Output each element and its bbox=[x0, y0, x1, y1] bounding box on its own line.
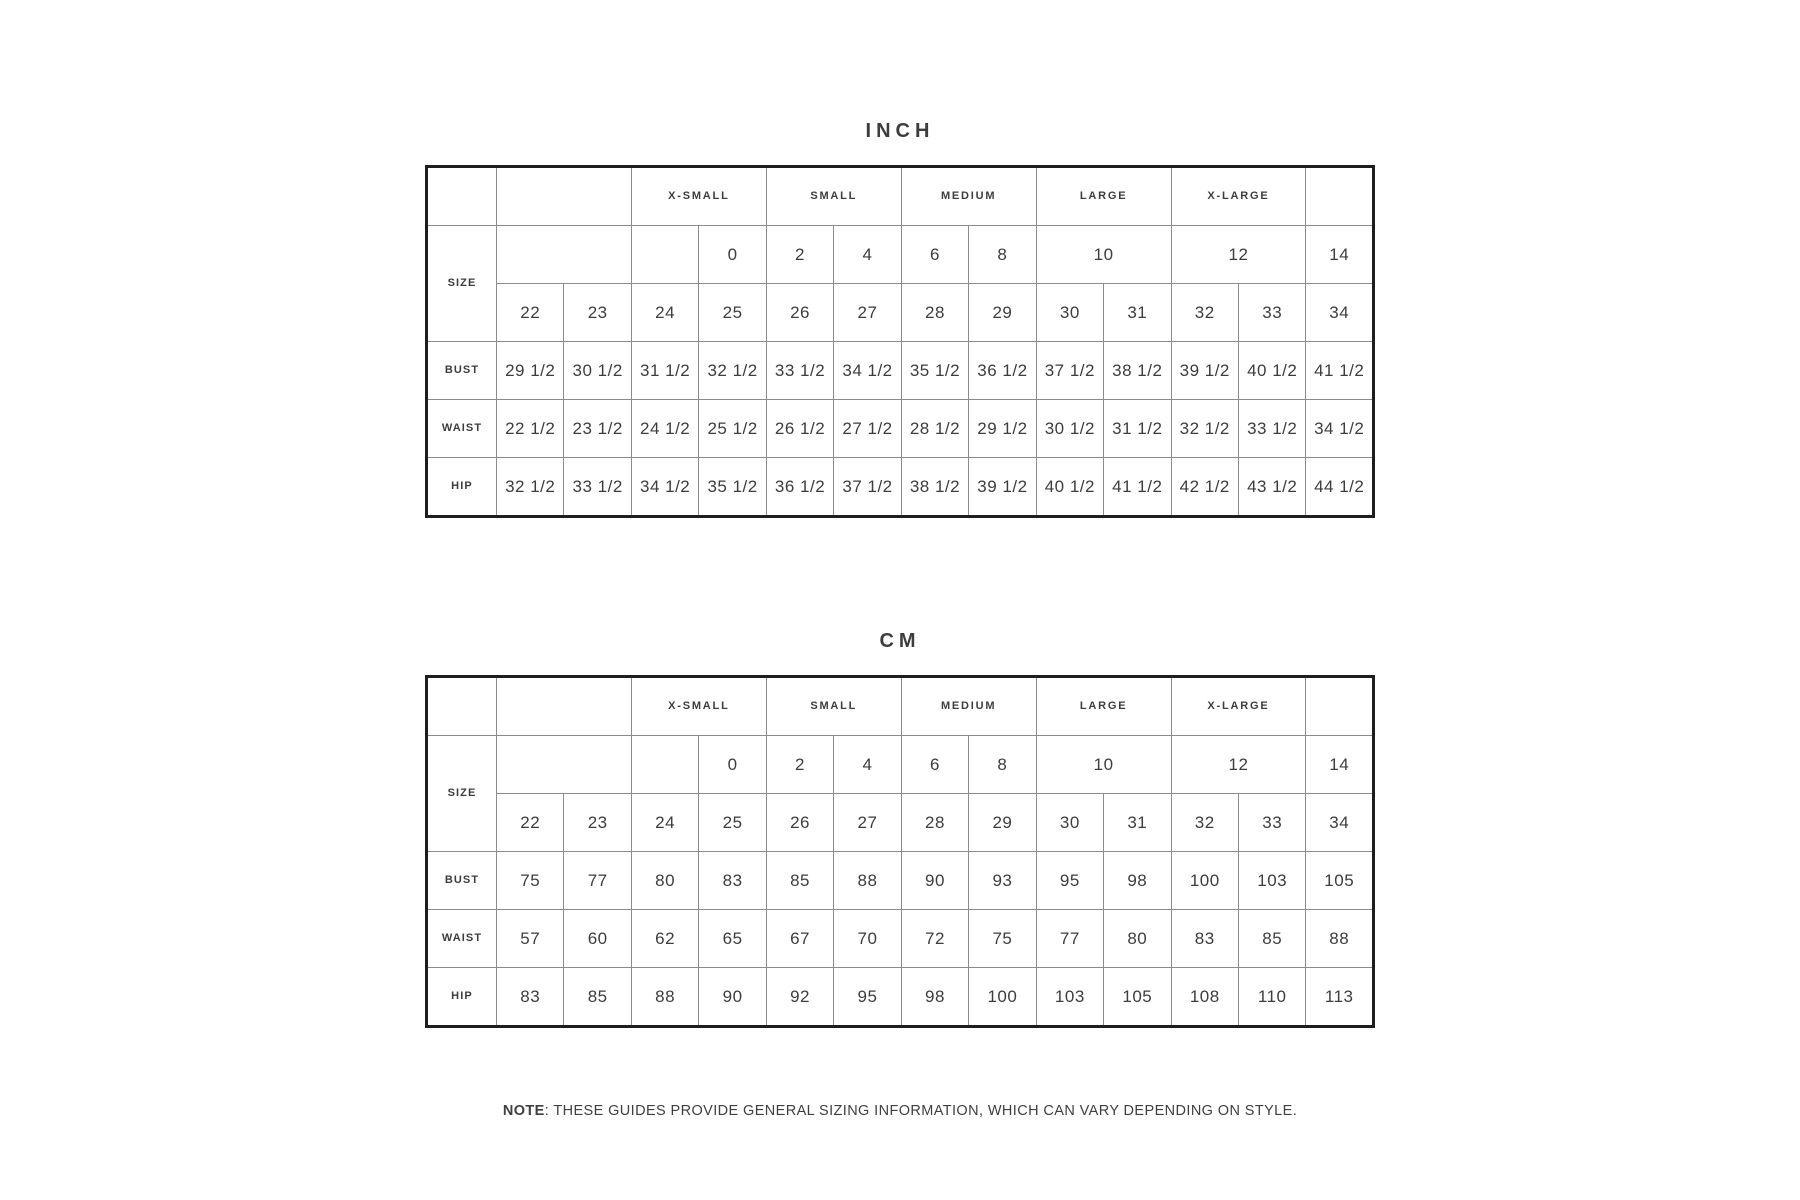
cm-bust-value-cell: 80 bbox=[631, 852, 698, 910]
cm-size-number-cell: 6 bbox=[901, 736, 968, 794]
inch-waist-value-cell: 33 1/2 bbox=[1238, 400, 1305, 458]
cm-waist-value-cell: 88 bbox=[1306, 910, 1374, 968]
cm-hip-value-cell: 100 bbox=[969, 968, 1036, 1027]
inch-size-number-cell: 32 bbox=[1171, 284, 1238, 342]
inch-waist-row bbox=[427, 400, 1374, 458]
cm-waist-value-cell: 77 bbox=[1036, 910, 1103, 968]
inch-waist-value-cell: 30 1/2 bbox=[1036, 400, 1103, 458]
inch-waist-value-cell: 34 1/2 bbox=[1306, 400, 1374, 458]
inch-hip-value-cell: 39 1/2 bbox=[969, 458, 1036, 517]
cm-hip-value-cell: 103 bbox=[1036, 968, 1103, 1027]
inch-waist-value-cell: 25 1/2 bbox=[699, 400, 766, 458]
cm-size-number-cell: 29 bbox=[969, 794, 1036, 852]
inch-group-header-small: SMALL bbox=[766, 167, 901, 226]
cm-waist-label: WAIST bbox=[427, 910, 497, 968]
inch-hip-value-cell: 35 1/2 bbox=[699, 458, 766, 517]
cm-group-header-large: LARGE bbox=[1036, 677, 1171, 736]
inch-waist-label: WAIST bbox=[427, 400, 497, 458]
cm-size-row-label: SIZE bbox=[427, 736, 497, 852]
cm-size-table bbox=[425, 675, 1375, 1028]
inch-bust-value-cell: 38 1/2 bbox=[1104, 342, 1171, 400]
cm-bust-value-cell: 103 bbox=[1238, 852, 1305, 910]
cm-hip-value-cell: 88 bbox=[631, 968, 698, 1027]
cm-size-number-cell: 0 bbox=[699, 736, 766, 794]
cm-waist-value-cell: 65 bbox=[699, 910, 766, 968]
inch-bust-value-cell: 39 1/2 bbox=[1171, 342, 1238, 400]
cm-hip-value-cell: 98 bbox=[901, 968, 968, 1027]
inch-hip-value-cell: 41 1/2 bbox=[1104, 458, 1171, 517]
cm-size-number-cell: 31 bbox=[1104, 794, 1171, 852]
inch-size-row-label: SIZE bbox=[427, 226, 497, 342]
inch-size-number-cell: 14 bbox=[1306, 226, 1374, 284]
inch-size-number-cell: 28 bbox=[901, 284, 968, 342]
inch-size-number-cell: 25 bbox=[699, 284, 766, 342]
cm-size-number-cell: 23 bbox=[564, 794, 631, 852]
cm-bust-label: BUST bbox=[427, 852, 497, 910]
cm-size-number-cell: 33 bbox=[1238, 794, 1305, 852]
cm-waist-value-cell: 62 bbox=[631, 910, 698, 968]
cm-hip-value-cell: 113 bbox=[1306, 968, 1374, 1027]
cm-waist-value-cell: 75 bbox=[969, 910, 1036, 968]
inch-bust-value-cell: 40 1/2 bbox=[1238, 342, 1305, 400]
cm-size-empty-cell bbox=[497, 736, 632, 794]
inch-bust-value-cell: 36 1/2 bbox=[969, 342, 1036, 400]
note-body: : THESE GUIDES PROVIDE GENERAL SIZING INFORMATION, WHICH CAN VARY DEPENDING ON STYLE. bbox=[544, 1103, 1298, 1119]
inch-size-upper-row bbox=[427, 226, 1374, 284]
cm-size-number-cell: 32 bbox=[1171, 794, 1238, 852]
inch-size-empty-cell bbox=[631, 226, 698, 284]
cm-table-title: CM bbox=[879, 630, 921, 652]
cm-guide-section bbox=[0, 518, 1800, 1028]
cm-waist-row bbox=[427, 910, 1374, 968]
cm-waist-value-cell: 60 bbox=[564, 910, 631, 968]
inch-size-number-cell: 33 bbox=[1238, 284, 1305, 342]
inch-waist-value-cell: 32 1/2 bbox=[1171, 400, 1238, 458]
cm-bust-value-cell: 105 bbox=[1306, 852, 1374, 910]
cm-group-header-small: SMALL bbox=[766, 677, 901, 736]
inch-size-number-cell: 23 bbox=[564, 284, 631, 342]
inch-group-header-x-small: X-SMALL bbox=[631, 167, 766, 226]
inch-table-title: INCH bbox=[865, 120, 935, 142]
inch-size-number-cell: 10 bbox=[1036, 226, 1171, 284]
cm-size-number-cell: 28 bbox=[901, 794, 968, 852]
inch-waist-value-cell: 22 1/2 bbox=[497, 400, 564, 458]
cm-size-number-cell: 30 bbox=[1036, 794, 1103, 852]
cm-bust-value-cell: 77 bbox=[564, 852, 631, 910]
inch-size-number-cell: 12 bbox=[1171, 226, 1306, 284]
cm-bust-row bbox=[427, 852, 1374, 910]
cm-group-header-x-large: X-LARGE bbox=[1171, 677, 1306, 736]
cm-group-header-empty bbox=[497, 677, 632, 736]
cm-bust-value-cell: 90 bbox=[901, 852, 968, 910]
cm-hip-value-cell: 83 bbox=[497, 968, 564, 1027]
inch-group-header-empty bbox=[497, 167, 632, 226]
inch-hip-label: HIP bbox=[427, 458, 497, 517]
inch-size-number-cell: 2 bbox=[766, 226, 833, 284]
cm-size-number-cell: 26 bbox=[766, 794, 833, 852]
cm-size-number-cell: 22 bbox=[497, 794, 564, 852]
cm-hip-value-cell: 85 bbox=[564, 968, 631, 1027]
inch-bust-value-cell: 31 1/2 bbox=[631, 342, 698, 400]
note-text bbox=[0, 1103, 1800, 1119]
cm-hip-value-cell: 90 bbox=[699, 968, 766, 1027]
cm-hip-row bbox=[427, 968, 1374, 1027]
inch-hip-value-cell: 40 1/2 bbox=[1036, 458, 1103, 517]
inch-bust-value-cell: 30 1/2 bbox=[564, 342, 631, 400]
inch-size-number-cell: 31 bbox=[1104, 284, 1171, 342]
cm-bust-value-cell: 93 bbox=[969, 852, 1036, 910]
cm-group-header-empty bbox=[1306, 677, 1374, 736]
cm-size-number-cell: 2 bbox=[766, 736, 833, 794]
inch-bust-value-cell: 29 1/2 bbox=[497, 342, 564, 400]
cm-waist-value-cell: 83 bbox=[1171, 910, 1238, 968]
inch-waist-value-cell: 27 1/2 bbox=[834, 400, 901, 458]
inch-group-header-row bbox=[427, 167, 1374, 226]
inch-hip-value-cell: 34 1/2 bbox=[631, 458, 698, 517]
cm-hip-value-cell: 110 bbox=[1238, 968, 1305, 1027]
inch-waist-value-cell: 26 1/2 bbox=[766, 400, 833, 458]
cm-bust-value-cell: 83 bbox=[699, 852, 766, 910]
cm-waist-value-cell: 80 bbox=[1104, 910, 1171, 968]
cm-hip-value-cell: 108 bbox=[1171, 968, 1238, 1027]
inch-size-number-cell: 30 bbox=[1036, 284, 1103, 342]
cm-size-number-cell: 34 bbox=[1306, 794, 1374, 852]
cm-waist-value-cell: 57 bbox=[497, 910, 564, 968]
cm-size-empty-cell bbox=[631, 736, 698, 794]
inch-hip-value-cell: 37 1/2 bbox=[834, 458, 901, 517]
cm-bust-value-cell: 100 bbox=[1171, 852, 1238, 910]
inch-size-empty-cell bbox=[497, 226, 632, 284]
cm-group-header-medium: MEDIUM bbox=[901, 677, 1036, 736]
cm-size-number-cell: 27 bbox=[834, 794, 901, 852]
cm-bust-value-cell: 85 bbox=[766, 852, 833, 910]
inch-bust-row bbox=[427, 342, 1374, 400]
inch-waist-value-cell: 29 1/2 bbox=[969, 400, 1036, 458]
cm-size-number-cell: 8 bbox=[969, 736, 1036, 794]
inch-waist-value-cell: 28 1/2 bbox=[901, 400, 968, 458]
cm-hip-value-cell: 95 bbox=[834, 968, 901, 1027]
inch-size-number-cell: 22 bbox=[497, 284, 564, 342]
inch-hip-value-cell: 33 1/2 bbox=[564, 458, 631, 517]
inch-group-header-medium: MEDIUM bbox=[901, 167, 1036, 226]
inch-waist-value-cell: 31 1/2 bbox=[1104, 400, 1171, 458]
cm-waist-value-cell: 85 bbox=[1238, 910, 1305, 968]
inch-guide-section bbox=[0, 0, 1800, 518]
cm-waist-value-cell: 72 bbox=[901, 910, 968, 968]
inch-corner-cell bbox=[427, 167, 497, 226]
inch-bust-value-cell: 32 1/2 bbox=[699, 342, 766, 400]
cm-group-header-row bbox=[427, 677, 1374, 736]
inch-hip-value-cell: 42 1/2 bbox=[1171, 458, 1238, 517]
cm-bust-value-cell: 88 bbox=[834, 852, 901, 910]
inch-bust-value-cell: 35 1/2 bbox=[901, 342, 968, 400]
cm-waist-value-cell: 67 bbox=[766, 910, 833, 968]
inch-hip-row bbox=[427, 458, 1374, 517]
cm-bust-value-cell: 75 bbox=[497, 852, 564, 910]
inch-waist-value-cell: 24 1/2 bbox=[631, 400, 698, 458]
cm-size-lower-row bbox=[427, 794, 1374, 852]
inch-group-header-large: LARGE bbox=[1036, 167, 1171, 226]
inch-group-header-empty bbox=[1306, 167, 1374, 226]
cm-hip-value-cell: 105 bbox=[1104, 968, 1171, 1027]
inch-hip-value-cell: 43 1/2 bbox=[1238, 458, 1305, 517]
note-label: NOTE bbox=[502, 1103, 545, 1119]
cm-hip-label: HIP bbox=[427, 968, 497, 1027]
inch-size-number-cell: 26 bbox=[766, 284, 833, 342]
cm-group-header-x-small: X-SMALL bbox=[631, 677, 766, 736]
inch-bust-value-cell: 34 1/2 bbox=[834, 342, 901, 400]
inch-bust-value-cell: 41 1/2 bbox=[1306, 342, 1374, 400]
inch-size-number-cell: 6 bbox=[901, 226, 968, 284]
inch-hip-value-cell: 38 1/2 bbox=[901, 458, 968, 517]
cm-waist-value-cell: 70 bbox=[834, 910, 901, 968]
inch-hip-value-cell: 32 1/2 bbox=[497, 458, 564, 517]
inch-bust-value-cell: 37 1/2 bbox=[1036, 342, 1103, 400]
inch-bust-value-cell: 33 1/2 bbox=[766, 342, 833, 400]
inch-bust-label: BUST bbox=[427, 342, 497, 400]
inch-hip-value-cell: 36 1/2 bbox=[766, 458, 833, 517]
inch-waist-value-cell: 23 1/2 bbox=[564, 400, 631, 458]
cm-size-number-cell: 24 bbox=[631, 794, 698, 852]
cm-bust-value-cell: 95 bbox=[1036, 852, 1103, 910]
cm-size-number-cell: 25 bbox=[699, 794, 766, 852]
cm-corner-cell bbox=[427, 677, 497, 736]
inch-size-number-cell: 4 bbox=[834, 226, 901, 284]
inch-group-header-x-large: X-LARGE bbox=[1171, 167, 1306, 226]
inch-hip-value-cell: 44 1/2 bbox=[1306, 458, 1374, 517]
cm-size-number-cell: 14 bbox=[1306, 736, 1374, 794]
inch-size-table bbox=[425, 165, 1375, 518]
cm-size-upper-row bbox=[427, 736, 1374, 794]
inch-size-number-cell: 24 bbox=[631, 284, 698, 342]
inch-size-number-cell: 34 bbox=[1306, 284, 1374, 342]
cm-size-number-cell: 12 bbox=[1171, 736, 1306, 794]
cm-size-number-cell: 4 bbox=[834, 736, 901, 794]
cm-size-number-cell: 10 bbox=[1036, 736, 1171, 794]
inch-size-number-cell: 0 bbox=[699, 226, 766, 284]
cm-hip-value-cell: 92 bbox=[766, 968, 833, 1027]
inch-size-lower-row bbox=[427, 284, 1374, 342]
cm-bust-value-cell: 98 bbox=[1104, 852, 1171, 910]
inch-size-number-cell: 29 bbox=[969, 284, 1036, 342]
inch-size-number-cell: 27 bbox=[834, 284, 901, 342]
inch-size-number-cell: 8 bbox=[969, 226, 1036, 284]
